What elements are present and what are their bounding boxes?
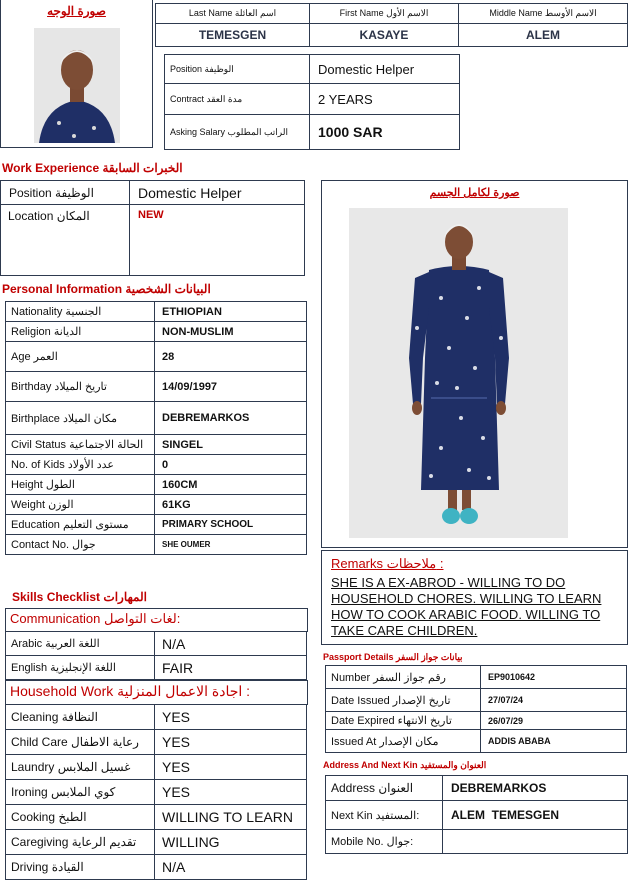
personal-row-value: ETHIOPIAN: [154, 301, 307, 322]
last-name-label: Last Name اسم العائلة: [155, 3, 310, 24]
address-title: Address And Next Kin العنوان والمستفيد: [323, 760, 487, 770]
personal-row-label: Height الطول: [5, 474, 155, 495]
position-value: Domestic Helper: [309, 54, 460, 84]
contract-value: 2 YEARS: [309, 83, 460, 115]
face-photo: [34, 28, 120, 143]
last-name-value: TEMESGEN: [155, 23, 310, 47]
position-label: Position الوظيفة: [164, 54, 310, 84]
personal-info-title: Personal Information البيانات الشخصية: [2, 282, 211, 296]
household-row-label: Caregiving تقديم الرعاية: [5, 829, 155, 855]
household-row-value: YES: [154, 754, 307, 780]
mobile-value: [442, 829, 628, 854]
passport-title: Passport Details بيانات جواز السفر: [323, 652, 463, 662]
remarks-title: Remarks ملاحظات :: [331, 556, 444, 571]
we-location-value: NEW: [138, 209, 164, 221]
mobile-label: Mobile No. جوال:: [325, 829, 443, 854]
personal-row-value: 28: [154, 341, 307, 372]
personal-row-label: Contact No. جوال: [5, 534, 155, 555]
next-kin-value: ALEM TEMESGEN: [442, 800, 628, 830]
personal-row-value: SINGEL: [154, 434, 307, 455]
we-position-value: Domestic Helper: [129, 180, 305, 205]
salary-value: 1000 SAR: [309, 114, 460, 150]
passport-row-label: Issued At مكان الإصدار: [325, 729, 481, 753]
passport-row-value: EP9010642: [480, 665, 627, 689]
first-name-value: KASAYE: [309, 23, 459, 47]
personal-row-label: Weight الوزن: [5, 494, 155, 515]
skills-title: Skills Checklist المهارات: [12, 590, 147, 604]
salary-label: Asking Salary الراتب المطلوب: [164, 114, 310, 150]
personal-row-value: 61KG: [154, 494, 307, 515]
household-row-value: YES: [154, 779, 307, 805]
remarks-text: SHE IS A EX-ABROD - WILLING TO DO HOUSEHOLD CHORES. WILLING TO LEARN HOW TO COOK ARABIC FOOD. WILLING TO TAKE CARE CHILDREN.: [331, 575, 602, 638]
personal-row-value: 14/09/1997: [154, 371, 307, 402]
personal-row-label: Civil Status الحالة الاجتماعية: [5, 434, 155, 455]
language-row-label: English اللغة الإنجليزية: [5, 655, 155, 680]
household-row-value: WILLING TO LEARN: [154, 804, 307, 830]
household-row-label: Child Care رعاية الاطفال: [5, 729, 155, 755]
face-photo-title: صورة الوجه: [47, 4, 106, 18]
personal-row-label: Education مستوى التعليم: [5, 514, 155, 535]
personal-row-value: 160CM: [154, 474, 307, 495]
personal-row-value: DEBREMARKOS: [154, 401, 307, 435]
middle-name-value: ALEM: [458, 23, 628, 47]
personal-row-value: NON-MUSLIM: [154, 321, 307, 342]
household-row-value: YES: [154, 704, 307, 730]
address-value: DEBREMARKOS: [442, 775, 628, 801]
work-experience-title: Work Experience الخبرات السابقة: [2, 161, 183, 175]
household-row-value: WILLING: [154, 829, 307, 855]
personal-row-value: 0: [154, 454, 307, 475]
personal-row-label: Birthplace مكان الميلاد: [5, 401, 155, 435]
personal-row-label: Nationality الجنسية: [5, 301, 155, 322]
household-title: Household Work اجادة الاعمال المنزلية :: [10, 683, 251, 699]
household-row-label: Laundry غسيل الملابس: [5, 754, 155, 780]
we-location-label: Location المكان: [8, 209, 90, 223]
middle-name-label: Middle Name الاسم الأوسط: [458, 3, 628, 24]
passport-row-label: Date Issued تاريخ الإصدار: [325, 688, 481, 712]
address-label: Address العنوان: [325, 775, 443, 801]
household-row-label: Cleaning النظافة: [5, 704, 155, 730]
first-name-label: First Name الاسم الأول: [309, 3, 459, 24]
language-row-label: Arabic اللغة العربية: [5, 631, 155, 656]
household-row-value: N/A: [154, 854, 307, 880]
communication-title: Communication لغات التواصل:: [10, 611, 181, 626]
passport-row-label: Number رقم جواز السفر: [325, 665, 481, 689]
personal-row-value: PRIMARY SCHOOL: [154, 514, 307, 535]
passport-row-value: 26/07/29: [480, 711, 627, 730]
personal-row-value: SHE OUMER: [154, 534, 307, 555]
personal-row-label: Birthday تاريخ الميلاد: [5, 371, 155, 402]
contract-label: Contract مدة العقد: [164, 83, 310, 115]
next-kin-label: Next Kin المستفيد:: [325, 800, 443, 830]
full-body-photo: [349, 208, 568, 538]
household-row-label: Cooking الطبخ: [5, 804, 155, 830]
personal-row-label: Religion الديانة: [5, 321, 155, 342]
household-row-label: Driving القيادة: [5, 854, 155, 880]
we-position-label: Position الوظيفة: [0, 180, 130, 205]
personal-row-label: Age العمر: [5, 341, 155, 372]
passport-row-label: Date Expired تاريخ الانتهاء: [325, 711, 481, 730]
language-row-value: FAIR: [154, 655, 307, 680]
personal-row-label: No. of Kids عدد الأولاد: [5, 454, 155, 475]
language-row-value: N/A: [154, 631, 307, 656]
household-row-value: YES: [154, 729, 307, 755]
passport-row-value: 27/07/24: [480, 688, 627, 712]
passport-row-value: ADDIS ABABA: [480, 729, 627, 753]
full-photo-title: صورة لكامل الجسم: [429, 187, 520, 199]
household-row-label: Ironing كوي الملابس: [5, 779, 155, 805]
